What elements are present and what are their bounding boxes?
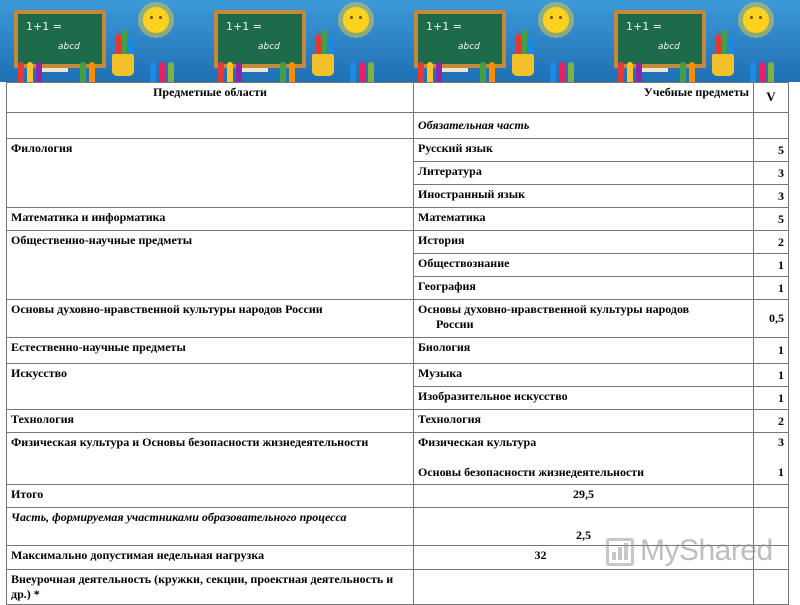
sun-icon xyxy=(143,7,169,33)
area-cell: Искусство xyxy=(7,364,414,410)
subject-cell: Музыка xyxy=(414,364,754,387)
sun-icon xyxy=(343,7,369,33)
table-row xyxy=(7,338,789,364)
hours-cell: 5 xyxy=(754,208,789,231)
table-row xyxy=(7,208,789,231)
table-row xyxy=(7,364,789,387)
mandatory-part-label: Обязательная часть xyxy=(414,113,754,139)
subject-cell: Биология xyxy=(414,338,754,364)
area-cell: Естественно-научные предметы xyxy=(7,338,414,364)
subject-cell: Русский язык xyxy=(414,139,754,162)
sun-icon xyxy=(543,7,569,33)
banner-tile xyxy=(600,0,800,82)
area-cell: Общественно-научные предметы xyxy=(7,231,414,300)
extracurricular-label: Внеурочная деятельность (кружки, секции, проектная деятельность и др.) * xyxy=(7,570,414,605)
banner-tile xyxy=(400,0,600,82)
hours-cell: 1 xyxy=(754,338,789,364)
header-grade: V xyxy=(754,83,789,113)
banner-tile xyxy=(0,0,200,82)
subject-cell: Технология xyxy=(414,410,754,433)
hours-cell: 0,5 xyxy=(754,300,789,338)
hours-cell: 2 xyxy=(754,410,789,433)
table-row xyxy=(7,300,789,338)
pencil-cup-icon xyxy=(712,54,734,76)
max-load-value: 32 xyxy=(414,546,754,570)
hours-cell: 1 xyxy=(754,277,789,300)
school-banner xyxy=(0,0,800,82)
myshared-watermark: MyShared xyxy=(606,532,766,572)
pencil-cup-icon xyxy=(512,54,534,76)
subject-cell: Литература xyxy=(414,162,754,185)
mandatory-part-row xyxy=(7,113,789,139)
max-load-label: Максимально допустимая недельная нагрузка xyxy=(7,546,414,570)
formed-part-row xyxy=(7,508,789,546)
area-cell: Технология xyxy=(7,410,414,433)
formed-part-label: Часть, формируемая участниками образовательного процесса xyxy=(7,508,414,546)
subject-cell: Основы духовно-нравственной культуры народов России xyxy=(414,300,754,338)
pencil-cup-icon xyxy=(112,54,134,76)
hours-cell: 3 xyxy=(754,185,789,208)
header-areas: Предметные области xyxy=(7,83,414,113)
curriculum-table xyxy=(6,82,789,605)
extracurricular-row xyxy=(7,570,789,605)
pencil-cup-icon xyxy=(312,54,334,76)
hours-cell: 3 1 xyxy=(754,433,789,485)
hours-cell: 3 xyxy=(754,162,789,185)
total-value: 29,5 xyxy=(414,485,754,508)
area-cell: Основы духовно-нравственной культуры народов России xyxy=(7,300,414,338)
banner-tile xyxy=(200,0,400,82)
area-cell: Физическая культура и Основы безопасности жизнедеятельности xyxy=(7,433,414,485)
hours-cell: 1 xyxy=(754,254,789,277)
area-cell: Филология xyxy=(7,139,414,208)
total-label: Итого xyxy=(7,485,414,508)
subject-cell: Иностранный язык xyxy=(414,185,754,208)
table-row xyxy=(7,410,789,433)
hours-cell: 2 xyxy=(754,231,789,254)
header-subjects: Учебные предметы xyxy=(414,83,754,113)
hours-cell: 1 xyxy=(754,364,789,387)
chalkboard-icon: 1+1 = abcd xyxy=(214,10,306,68)
subject-cell: Математика xyxy=(414,208,754,231)
max-load-row xyxy=(7,546,789,570)
table-header-row xyxy=(7,83,789,113)
hours-cell: 5 xyxy=(754,139,789,162)
subject-cell: История xyxy=(414,231,754,254)
area-cell: Математика и информатика xyxy=(7,208,414,231)
sun-icon xyxy=(743,7,769,33)
subject-cell: Обществознание xyxy=(414,254,754,277)
total-row xyxy=(7,485,789,508)
chalkboard-icon: 1+1 = abcd xyxy=(14,10,106,68)
chalkboard-icon: 1+1 = abcd xyxy=(414,10,506,68)
table-row xyxy=(7,139,789,162)
table-row xyxy=(7,231,789,254)
table-row xyxy=(7,433,789,485)
subject-cell: Физическая культура Основы безопасности жизнедеятельности xyxy=(414,433,754,485)
subject-cell: Изобразительное искусство xyxy=(414,387,754,410)
subject-cell: География xyxy=(414,277,754,300)
hours-cell: 1 xyxy=(754,387,789,410)
formed-part-value: 2,5 xyxy=(414,508,754,546)
chalkboard-icon: 1+1 = abcd xyxy=(614,10,706,68)
